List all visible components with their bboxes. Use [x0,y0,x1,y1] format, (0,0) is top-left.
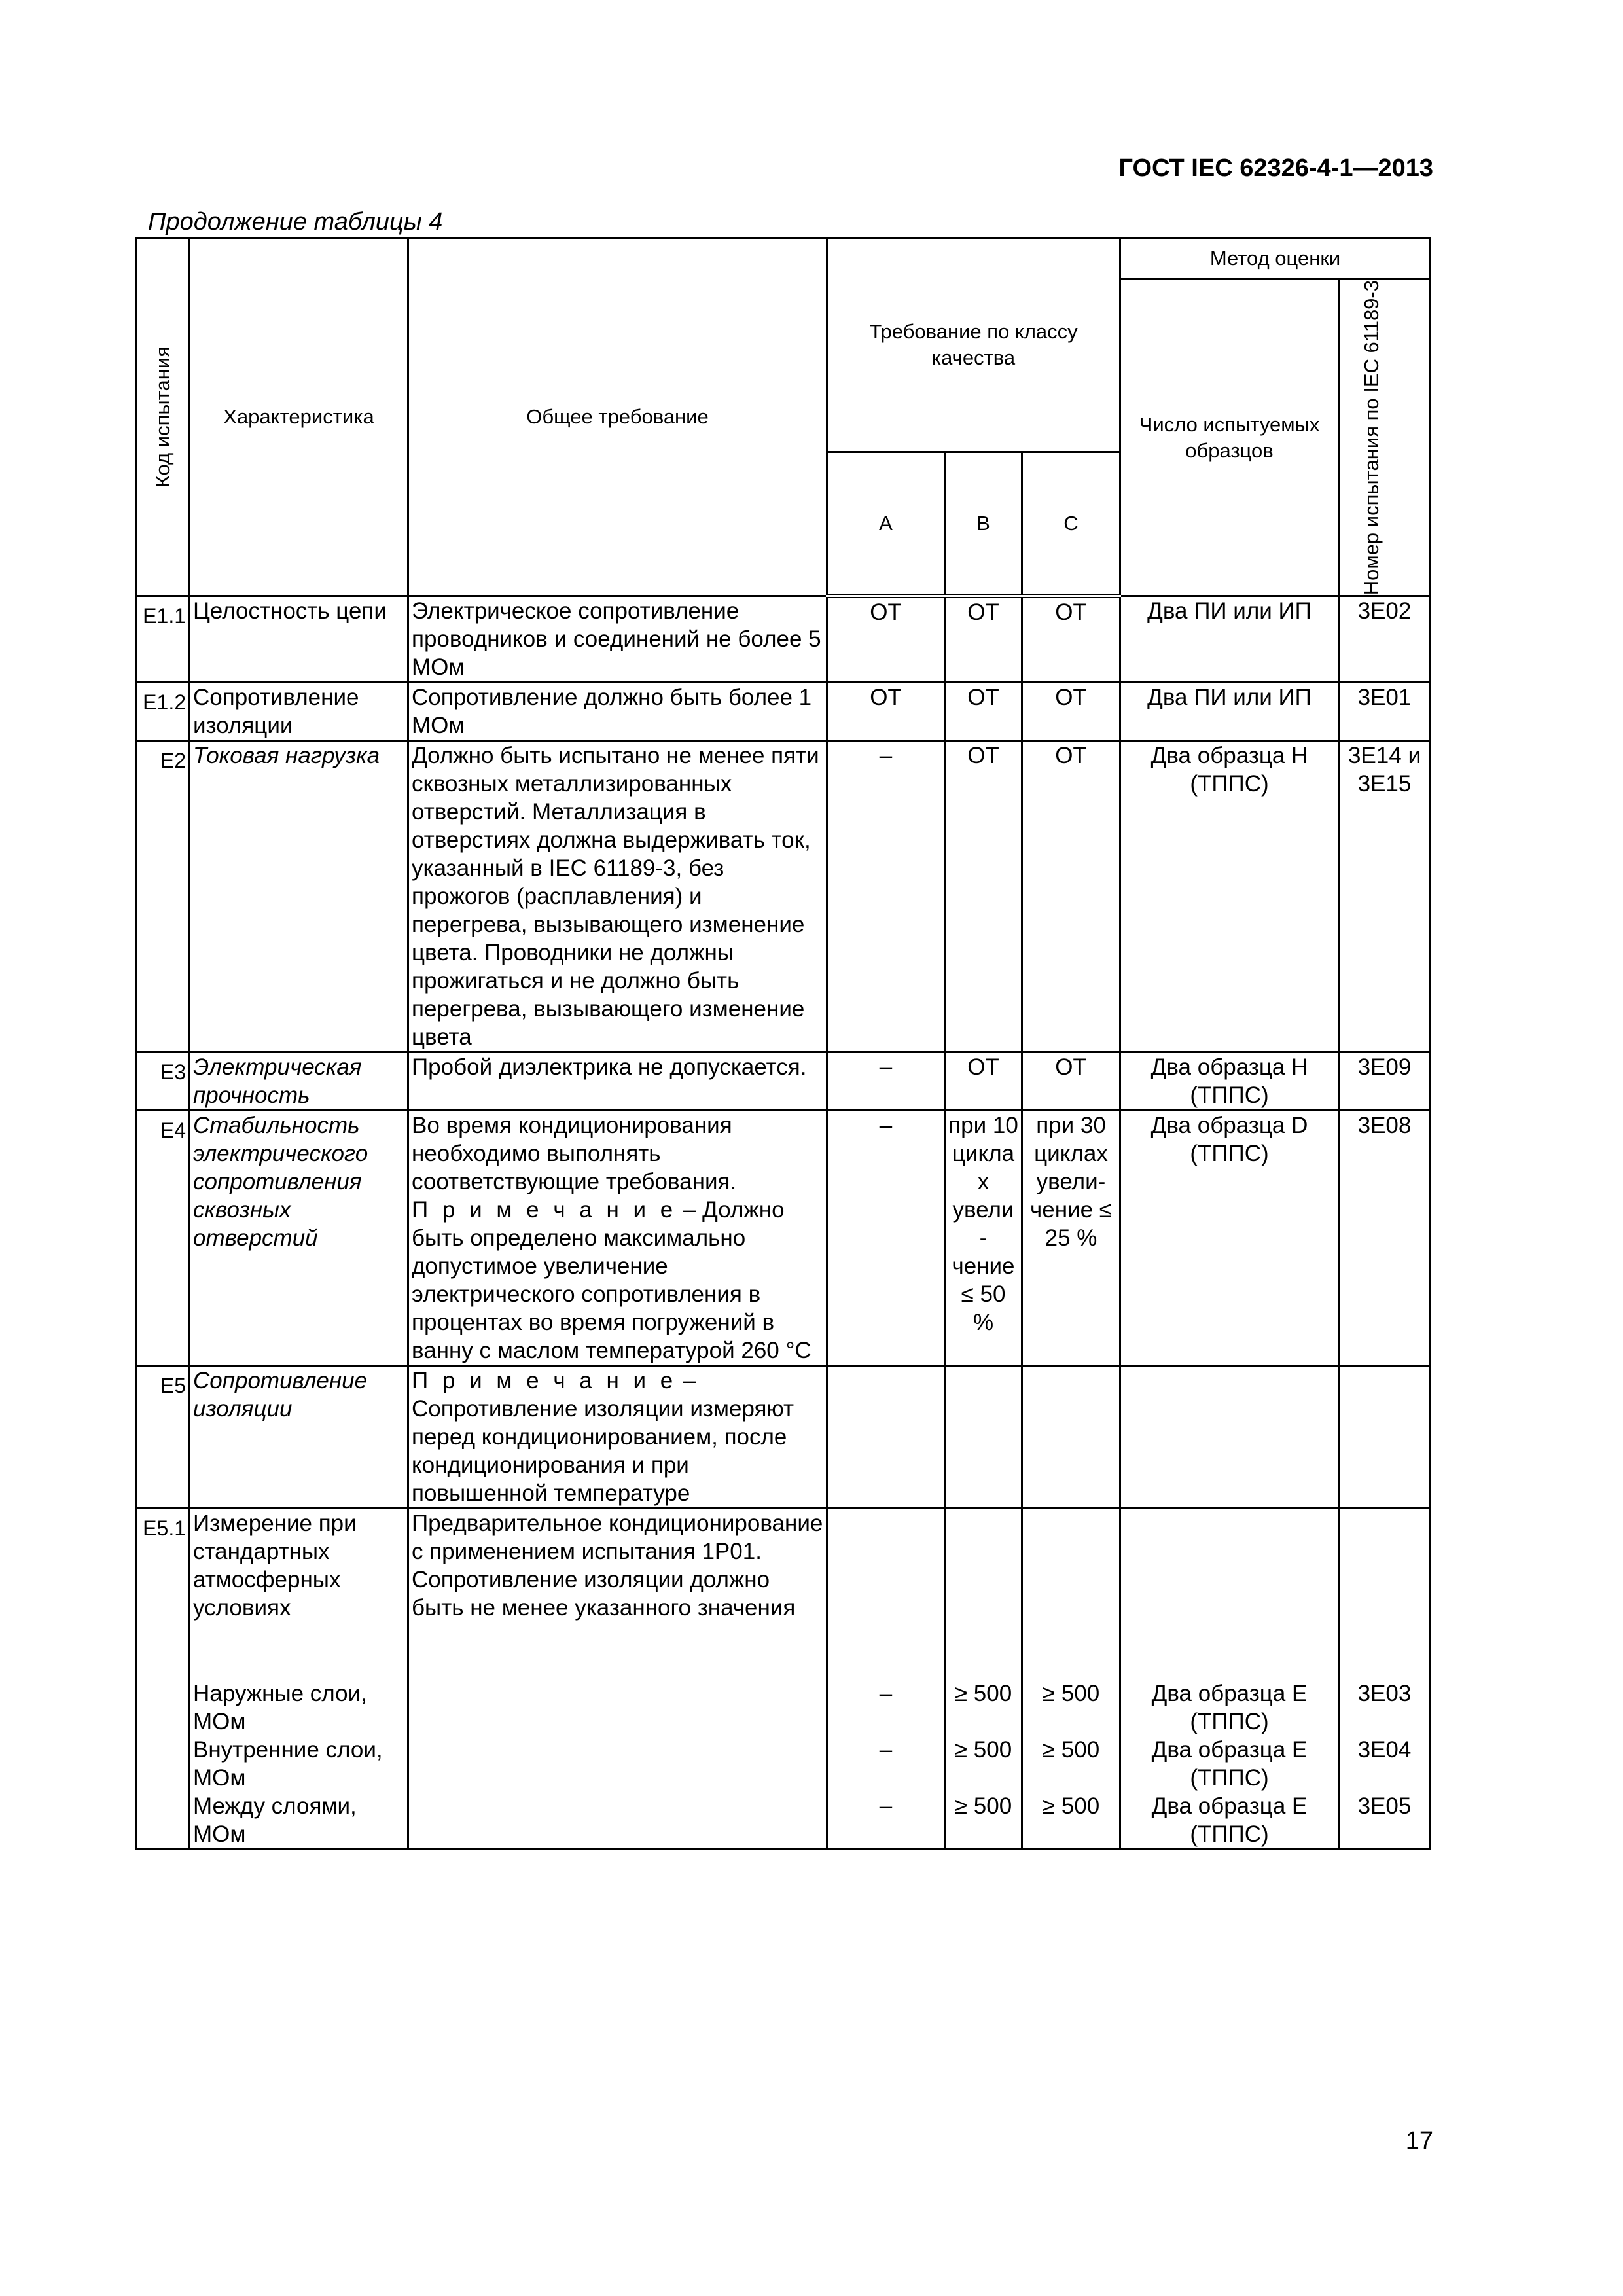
row-samples [1120,1366,1339,1509]
characteristic-text: Измерение при стандартных атмосферных условиях [193,1511,357,1621]
row-general [408,1111,827,1366]
row-characteristic: Сопротивление изоляции [190,1366,408,1509]
row-class-a: – [827,741,945,1052]
row-code: E5 [136,1366,190,1509]
row-characteristic: Токовая нагрузка [190,741,408,1052]
header-class-c: C [1022,452,1120,596]
row-class-a: ОТ [827,683,945,741]
header-characteristic: Характеристика [190,238,408,596]
row-class-b: ОТ [945,683,1022,741]
table-row [136,683,1431,741]
row-code: E1.2 [136,683,190,741]
note-text: – Должно быть определено максимально допустимое увеличение электрического сопротивления в процентах во время погружений в ванну с маслом температурой 260 °С [412,1197,812,1364]
row-class-a [827,1366,945,1509]
row-test-number [1339,1366,1431,1509]
header-code: Код испытания [136,238,190,596]
row-code: E5.1 [136,1509,190,1850]
table-row [136,1052,1431,1111]
row-class-c: при 30 циклах увели- чение ≤ 25 % [1022,1111,1120,1366]
header-class-b: B [945,452,1022,596]
row-class-a: – [827,1111,945,1366]
header-samples: Число испытуемых образцов [1120,279,1339,596]
header-row-1 [136,238,1431,279]
header-test-number: Номер испытания по IEC 61189-3 [1339,279,1431,596]
subrow-samples: Два образца E (ТППС) [1151,1793,1308,1848]
table-row [136,1509,1431,1850]
row-general [408,1366,827,1509]
requirements-table [135,237,1431,1850]
document-id: ГОСТ IEC 62326-4-1—2013 [1118,154,1433,182]
header-class-a: A [827,452,945,596]
table-row [136,596,1431,683]
row-class-b: ОТ [945,741,1022,1052]
row-test-number: 3E02 [1339,596,1431,683]
row-class-a: ОТ [827,596,945,683]
row-characteristic [190,1509,408,1850]
table-row [136,1366,1431,1509]
row-test-number: 3E09 [1339,1052,1431,1111]
subrow-class-a: – [879,1681,893,1707]
row-code: E3 [136,1052,190,1111]
row-characteristic: Стабильность электрического сопротивления сквозных отверстий [190,1111,408,1366]
row-class-c [1022,1366,1120,1509]
row-test-number: 3E08 [1339,1111,1431,1366]
row-samples [1120,1509,1339,1850]
row-samples: Два ПИ или ИП [1120,683,1339,741]
subrow-test-number: 3E05 [1357,1793,1412,1820]
row-class-c [1022,1509,1120,1850]
subrow-samples: Два образца E (ТППС) [1151,1737,1308,1791]
row-general: Электрическое сопротивление проводников и соединений не более 5 МОм [408,596,827,683]
row-code: E4 [136,1111,190,1366]
row-general: Сопротивление должно быть более 1 МОм [408,683,827,741]
general-text: Во время кондиционирования необходимо выполнять соответствующие требования. [412,1113,737,1195]
table-caption: Продолжение таблицы 4 [148,208,443,236]
row-samples: Два ПИ или ИП [1120,596,1339,683]
header-class-requirement: Требование по классу качества [827,238,1120,452]
row-test-number: 3E14 и 3E15 [1339,741,1431,1052]
header-general: Общее требование [408,238,827,596]
note [412,1196,823,1365]
row-class-b: ОТ [945,596,1022,683]
row-class-b: ОТ [945,1052,1022,1111]
subrow-class-b: ≥ 500 [954,1681,1012,1707]
row-class-b [945,1509,1022,1850]
row-class-a: – [827,1052,945,1111]
row-class-c: ОТ [1022,596,1120,683]
row-general: Должно быть испытано не менее пяти сквозных металлизированных отверстий. Металлизация в отверстиях должна выдерживать ток, указанный в IEC 61189-3, без прожогов (расплавления) и перегрева, вызывающего изменение цвета. Проводники не должны прожигаться и не должно быть перегрева, вызывающего изменение цвета [408,741,827,1052]
row-characteristic: Сопротивление изоляции [190,683,408,741]
row-class-a [827,1509,945,1850]
subrow-label: Наружные слои, МОм [193,1681,367,1735]
row-test-number: 3E01 [1339,683,1431,741]
row-code: E1.1 [136,596,190,683]
note-label: П р и м е ч а н и е [412,1197,677,1223]
row-samples: Два образца H (ТППС) [1120,741,1339,1052]
row-general: Пробой диэлектрика не допускается. [408,1052,827,1111]
row-class-c: ОТ [1022,741,1120,1052]
subrow-class-c: ≥ 500 [1042,1681,1100,1707]
subrow-class-a: – [879,1793,893,1820]
page-number: 17 [1405,2127,1433,2155]
subrow-class-a: – [879,1737,893,1763]
note-text: – Сопротивление изоляции измеряют перед кондиционированием, после кондиционирования и при повышенной температуре [412,1368,794,1507]
subrow-label: Между слоями, МОм [193,1793,357,1848]
row-characteristic: Целостность цепи [190,596,408,683]
subrow-class-c: ≥ 500 [1042,1793,1100,1820]
row-samples: Два образца H (ТППС) [1120,1052,1339,1111]
row-characteristic: Электрическая прочность [190,1052,408,1111]
row-class-b: при 10 цикла х увели - чение ≤ 50 % [945,1111,1022,1366]
row-class-b [945,1366,1022,1509]
row-samples: Два образца D (ТППС) [1120,1111,1339,1366]
subrow-class-c: ≥ 500 [1042,1737,1100,1763]
row-class-c: ОТ [1022,1052,1120,1111]
subrow-class-b: ≥ 500 [954,1737,1012,1763]
note-label: П р и м е ч а н и е [412,1368,677,1394]
subrow-samples: Два образца E (ТППС) [1151,1681,1308,1735]
table-row [136,1111,1431,1366]
row-code: E2 [136,741,190,1052]
subrow-test-number: 3E03 [1357,1681,1412,1707]
row-general: Предварительное кондиционирование с применением испытания 1P01. Сопротивление изоляции должно быть не менее указанного значения [408,1509,827,1850]
header-method: Метод оценки [1120,238,1431,279]
row-test-number [1339,1509,1431,1850]
subrow-class-b: ≥ 500 [954,1793,1012,1820]
table-row [136,741,1431,1052]
subrow-test-number: 3E04 [1357,1737,1412,1763]
row-class-c: ОТ [1022,683,1120,741]
subrow-label: Внутренние слои, МОм [193,1737,383,1791]
